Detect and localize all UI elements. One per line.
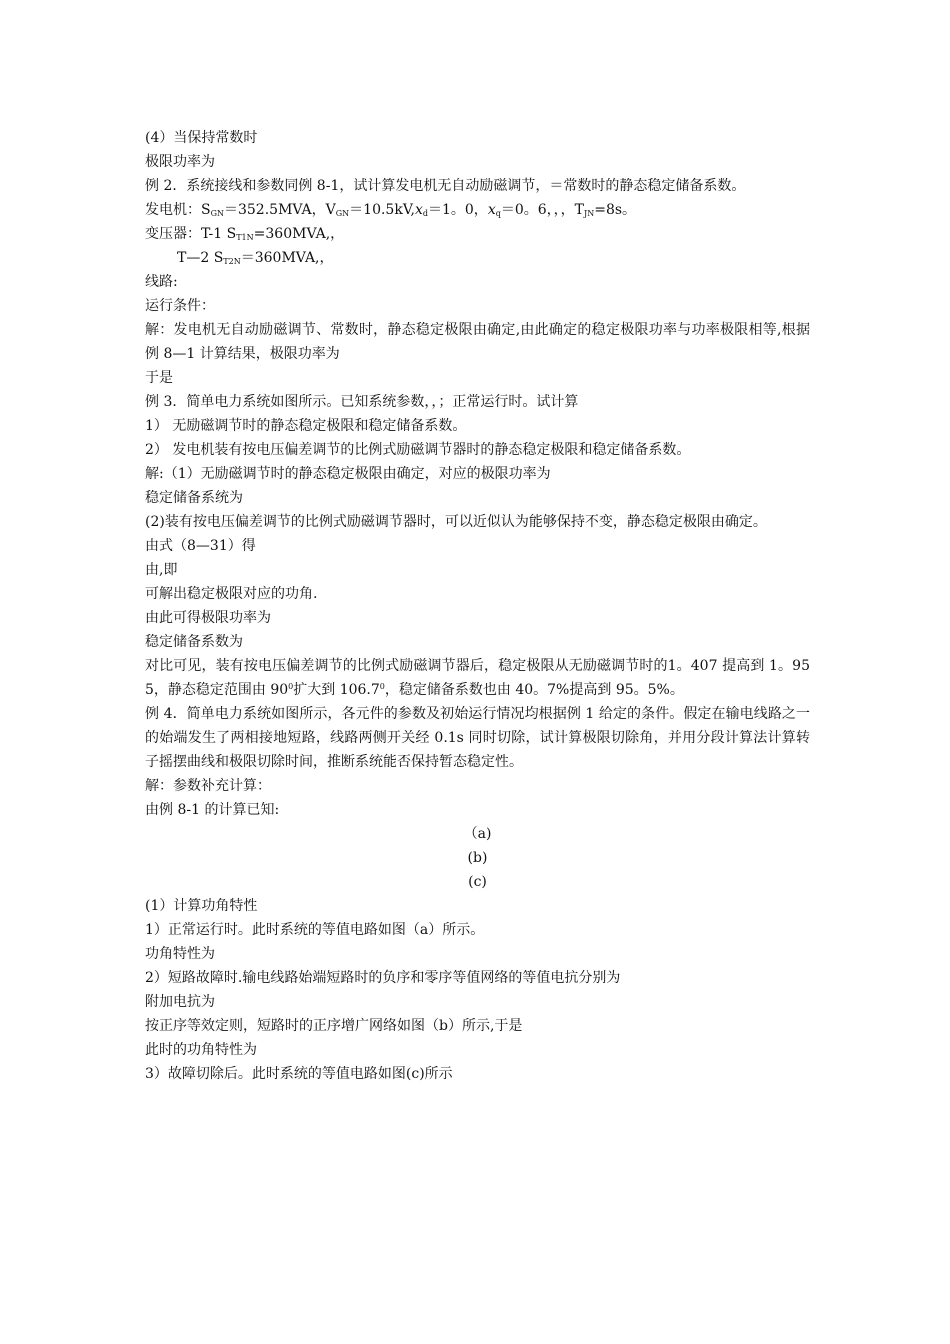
- figure-label-a: （a): [463, 826, 492, 842]
- text-line: (1）计算功角特性: [145, 898, 258, 914]
- solution-paragraph: 解：发电机无自动励磁调节、常数时，静态稳定极限由确定,由此确定的稳定极限功率与功率极限相等,根据例 8—1 计算结果，极限功率为: [145, 322, 810, 362]
- example-3-paragraph: 例 3．简单电力系统如图所示。已知系统参数，，；正常运行时。试计算: [145, 394, 579, 410]
- text-line: 1）正常运行时。此时系统的等值电路如图（a）所示。: [145, 922, 485, 938]
- text-line: 线路:: [145, 274, 178, 290]
- example-2-paragraph: 例 2．系统接线和参数同例 8-1，试计算发电机无自动励磁调节，＝常数时的静态稳定储备系数。: [145, 178, 746, 194]
- text-line: 由此可得极限功率为: [145, 610, 271, 626]
- text-line: 附加电抗为: [145, 994, 215, 1010]
- text-line: 于是: [145, 370, 173, 386]
- text-line: 3）故障切除后。此时系统的等值电路如图(c)所示: [145, 1066, 453, 1082]
- text-paragraph: (2)装有按电压偏差调节的比例式励磁调节器时，可以近似认为能够保持不变，静态稳定极限由确定。: [145, 514, 767, 530]
- generator-params: 发电机：$S_{GN}=352.5MVA$，$V_{GN}=10.5kV,x_d=1$。0，$x_q=0$。6，，，$T_{JN}=8s$。: [145, 202, 637, 218]
- text-line: 运行条件：: [145, 298, 215, 314]
- transformer-t2-params: T—2 $S_{T2N}=360MVA$,，: [177, 250, 334, 266]
- figure-label-c: (c): [468, 874, 487, 890]
- text-line: 由,即: [145, 562, 178, 578]
- text-line: 此时的功角特性为: [145, 1042, 257, 1058]
- text-line: 解:（1）无励磁调节时的静态稳定极限由确定，对应的极限功率为: [145, 466, 551, 482]
- comparison-paragraph: 对比可见，装有按电压偏差调节的比例式励磁调节器后，稳定极限从无励磁调节时的1。407 提高到 1。955，静态稳定范围由 $90^0$扩大到 106.7$^0$，稳定储备系数也由 40。7%提高到 95。5%。: [145, 658, 810, 698]
- text-line: 稳定储备系统为: [145, 490, 243, 506]
- text-line: 极限功率为: [145, 154, 215, 170]
- text-line: 由例 8-1 的计算已知:: [145, 802, 280, 818]
- document-body: [145, 126, 810, 1086]
- text-line: 1） 无励磁调节时的静态稳定极限和稳定储备系数。: [145, 418, 467, 434]
- transformer-t1-params: 变压器：T-1 $S_{T1N}=360MVA$,，: [145, 226, 345, 242]
- text-line: 功角特性为: [145, 946, 215, 962]
- example-4-paragraph: 例 4．简单电力系统如图所示，各元件的参数及初始运行情况均根据例 1 给定的条件。假定在输电线路之一的始端发生了两相接地短路，线路两侧开关经 0.1s 同时切除，试计算极限切除角，并用分段计算法计算转子摇摆曲线和极限切除时间，推断系统能否保持暂态稳定性。: [145, 706, 810, 770]
- text-line: 解：参数补充计算：: [145, 778, 271, 794]
- text-line: 可解出稳定极限对应的功角.: [145, 586, 318, 602]
- text-line: 按正序等效定则，短路时的正序增广网络如图（b）所示,于是: [145, 1018, 523, 1034]
- text-line: (4）当保持常数时: [145, 130, 258, 146]
- text-line: 稳定储备系数为: [145, 634, 243, 650]
- text-line: 2） 发电机装有按电压偏差调节的比例式励磁调节器时的静态稳定极限和稳定储备系数。: [145, 442, 691, 458]
- text-line: 由式（8—31）得: [145, 538, 256, 554]
- figure-label-b: (b): [467, 850, 488, 866]
- text-line: 2）短路故障时.输电线路始端短路时的负序和零序等值网络的等值电抗分别为: [145, 970, 621, 986]
